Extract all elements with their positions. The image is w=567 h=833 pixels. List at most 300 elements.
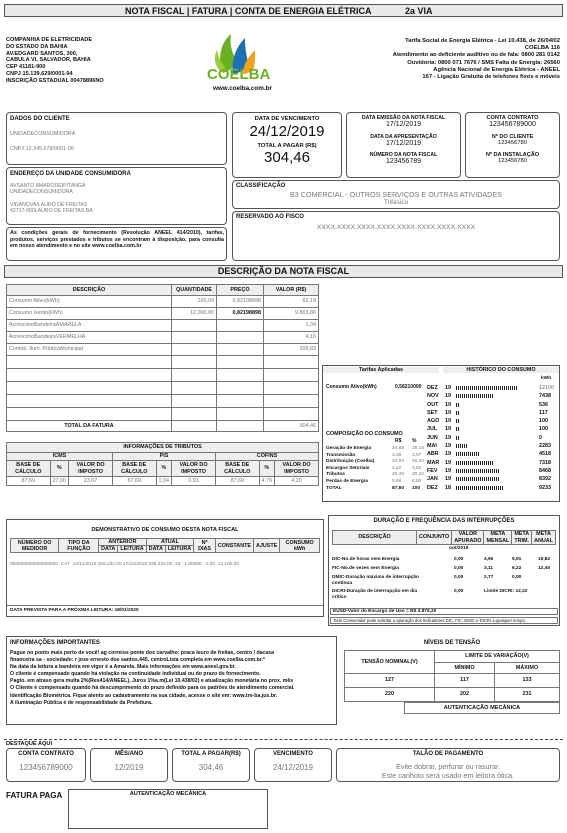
tax-title: INFORMAÇÕES DE TRIBUTOS	[7, 443, 319, 453]
next-reading: DATA PREVISTA PARA A PRÓXIMA LEITURA: 18/01/2020	[10, 608, 139, 613]
dicri-limit: Limite DICRI: 12,22	[484, 589, 528, 594]
history-year: 19	[445, 393, 451, 400]
history-month: SET	[427, 409, 438, 416]
history-value: 536	[539, 401, 548, 408]
statement-subheader: LEITURA	[165, 546, 193, 553]
important-line: Na data da leitura a bandeira em vigor é a Amarela. Mais informações em www.aneel.gov.br.	[10, 664, 236, 671]
item-value: 82,19	[264, 296, 319, 308]
min-voltage: 117	[435, 674, 495, 688]
table-row	[332, 589, 558, 603]
interruptions-footnote: Todo Consumidor pode solicitar a apuração dos Indicadores DIC, FIC, DMIC e DICRI a qualquer tempo.	[330, 617, 558, 624]
composition-rs: 5,69	[392, 478, 402, 484]
tax-sub: %	[259, 461, 275, 477]
history-row	[427, 384, 559, 392]
composition-rs: 4,22	[392, 465, 402, 471]
presentation-label: DATA DA APRESENTAÇÃO	[370, 134, 437, 140]
current-reading: 338.332,00	[148, 562, 173, 567]
item-value: 4,16	[264, 332, 319, 344]
history-year: 19	[445, 409, 451, 416]
voltage-table	[344, 650, 560, 702]
items-table	[6, 284, 319, 432]
composition-item: Perdas de Energia	[326, 478, 368, 484]
history-year: 19	[445, 467, 451, 474]
col-header: QUANTIDADE	[172, 285, 217, 296]
history-value: 2283	[539, 443, 551, 450]
history-month: MAI	[427, 443, 437, 450]
interruption-desc: DMIC-Duração máxima de interrupção contínua	[332, 575, 419, 587]
header-bar	[4, 4, 563, 17]
history-month: AGO	[427, 418, 440, 425]
tax-value: 23,67	[69, 477, 113, 486]
tax-value: 87,69	[215, 477, 259, 486]
tax-sub: VALOR DO IMPOSTO	[69, 461, 113, 477]
table-row	[7, 344, 319, 356]
company-line: AV.EDGARD SANTOS, 300,	[6, 50, 78, 57]
stub-contract-label: CONTA CONTRATO	[18, 751, 74, 757]
nf-label: NÚMERO DA NOTA FISCAL	[369, 152, 438, 158]
item-qty: 100,00	[172, 296, 217, 308]
interruption-quarterly: 6,22	[512, 566, 522, 571]
statement-title: DEMONSTRATIVO DE CONSUMO DESTA NOTA FISCAL	[91, 527, 239, 533]
voltage-auth-label: AUTENTICAÇÃO MECÂNICA	[404, 702, 560, 714]
stub-contract-value: 123456789000	[19, 763, 73, 772]
item-value: 1,34	[264, 320, 319, 332]
history-row	[427, 425, 559, 433]
stub-total-box	[172, 748, 250, 782]
item-qty	[172, 320, 217, 332]
company-line: CEP 41181-900	[6, 64, 46, 71]
history-value: 0	[539, 434, 542, 441]
address-line: VIDANOVA/LAURO DE FREITAS	[10, 201, 88, 208]
history-month: JUN	[427, 434, 438, 441]
limit-label: LIMITE DE VARIAÇÃO(V)	[435, 651, 560, 663]
interruption-quarterly: 0,00	[512, 575, 522, 580]
table-row	[7, 332, 319, 344]
classification-box	[232, 180, 560, 209]
item-desc: Contrib. Ilum. PúblicaMunicipal	[7, 344, 172, 356]
composition-rs: 24,68	[392, 446, 405, 451]
history-unit: kWh	[541, 376, 552, 381]
item-qty	[172, 344, 217, 356]
history-value: 9233	[539, 484, 551, 491]
items-table-grid	[6, 284, 319, 432]
description-title: DESCRIÇÃO DA NOTA FISCAL	[4, 265, 563, 278]
col-header: VALOR (R$)	[264, 285, 319, 296]
tariffs-title: Tarifas Aplicadas	[323, 367, 439, 373]
important-line: A iluminação Pública é de responsabilidade da Prefeitura.	[10, 699, 153, 706]
nominal-voltage: 220	[345, 688, 435, 702]
table-row	[332, 557, 558, 566]
contract-box	[465, 112, 560, 178]
composition-pct: 4,82	[412, 465, 422, 471]
statement-header: AJUSTE	[253, 539, 279, 553]
contract-label: CONTA CONTRATO	[486, 115, 539, 121]
emission-label: DATA EMISSÃO DA NOTA FISCAL	[361, 115, 446, 121]
item-qty: 12.000,00	[172, 308, 217, 320]
table-row	[7, 320, 319, 332]
history-row	[427, 409, 559, 417]
item-value: 9.863,86	[264, 308, 319, 320]
history-row	[427, 475, 559, 483]
item-price: 0,82198898	[217, 308, 264, 320]
info-line: Ouvidoria: 0800 071 7676 / SMS Falta de Energia: 26560	[407, 59, 560, 66]
tax-value: 1,04	[156, 477, 172, 486]
tax-value: 4,20	[275, 477, 319, 486]
tax-value: 27,00	[50, 477, 69, 486]
max-label: MÁXIMO	[494, 663, 559, 674]
history-month: NOV	[427, 393, 439, 400]
min-label: MÍNIMO	[435, 663, 495, 674]
composition-col-pct: %	[412, 438, 417, 444]
interruption-annual: 19,82	[538, 557, 551, 562]
paid-invoice-label: FATURA PAGA	[6, 791, 63, 800]
interruptions-col: DESCRIÇÃO	[333, 531, 417, 545]
history-row	[427, 467, 559, 475]
interruption-desc: DICRI-Duração de interrupção em dia crítico	[332, 589, 418, 601]
consumption-kwh: 12.100,00	[217, 562, 240, 567]
statement-header: Nº DIAS	[194, 539, 216, 553]
coelba-logo	[193, 28, 283, 98]
interruptions-col: META TRIM.	[512, 531, 532, 545]
item-price	[217, 344, 264, 356]
composition-item: Tributos	[326, 472, 345, 478]
voltage-title: NÍVEIS DE TENSÃO	[423, 640, 481, 646]
item-qty	[172, 332, 217, 344]
history-month: JAN	[427, 476, 438, 483]
presentation-date: 17/12/2019	[385, 140, 422, 147]
composition-rs: 87,60	[392, 485, 405, 491]
stub-contract-box	[6, 748, 86, 782]
dates-box	[346, 112, 461, 178]
payment-slip-note1: Evite dobrar, perfurar ou rasurar.	[396, 762, 500, 771]
interruption-value: 0,00	[454, 589, 464, 594]
interruption-monthly: 3,11	[484, 566, 494, 571]
history-row	[427, 392, 559, 400]
history-bar	[456, 403, 459, 407]
history-value: 12100	[539, 385, 554, 391]
composition-title: COMPOSIÇÃO DO CONSUMO	[326, 431, 403, 437]
composition-item: TOTAL	[326, 485, 342, 491]
client-no-label: Nº DO CLIENTE	[491, 134, 534, 140]
history-value: 8392	[539, 476, 551, 483]
stub-month-box	[90, 748, 168, 782]
composition-row	[326, 459, 438, 466]
composition-col-rs: R$	[395, 438, 402, 444]
statement-row	[10, 562, 322, 567]
meter-number: 000000000000000000	[10, 562, 59, 567]
conditions-text: As condições gerais de fornecimento (Resolução ANEEL 414/2010), tarifas, produtos, serviços prestados e tributos se encontram à disposição, para consulta em nosso atendimento e no site www.coelba.com.br	[10, 230, 224, 249]
tax-group-pis: PIS	[112, 453, 215, 461]
composition-pct: 3,97	[412, 452, 422, 458]
interruption-monthly: 4,95	[484, 557, 494, 562]
install-label: Nº DA INSTALAÇÃO	[485, 152, 540, 158]
history-bar	[456, 386, 518, 390]
client-box	[6, 112, 227, 165]
payment-slip-note2: Este canhoto será usado em leitora ótica.	[381, 771, 515, 780]
info-line: Atendimento ao deficiente auditivo ou de fala: 0800 281 0142	[392, 52, 560, 59]
constant: 1,00000	[184, 562, 202, 567]
tax-sub: VALOR DO IMPOSTO	[275, 461, 319, 477]
item-desc: AcréscimoBandeiraAMARELA	[7, 320, 172, 332]
min-voltage: 202	[435, 688, 495, 702]
tax-sub: VALOR DO IMPOSTO	[172, 461, 216, 477]
item-desc: Consumo Ativo(kWh)	[7, 296, 172, 308]
composition-pct: 26,34	[412, 459, 425, 465]
important-line: Pague no ponto mais perto de você! ag correios ponte dos carvalho: praca leuro de freitas, centro / dacasa	[10, 650, 275, 656]
phase-type: Trifásico	[383, 199, 409, 206]
history-year: 19	[445, 418, 451, 425]
history-row	[427, 442, 559, 450]
max-voltage: 133	[494, 674, 559, 688]
history-bar	[456, 461, 493, 465]
adjustment: 0,00	[205, 562, 216, 567]
history-bar	[456, 444, 468, 448]
history-year: 19	[445, 459, 451, 466]
important-info-box	[6, 636, 337, 725]
address-line: AVSANTO AMARODEIPITANGA	[10, 183, 86, 189]
client-title: DADOS DO CLIENTE	[10, 116, 70, 122]
history-month: MAR	[427, 459, 440, 466]
fisco-box	[232, 211, 560, 261]
statement-subheader: DATA	[146, 546, 165, 553]
interruption-value: 0,00	[454, 575, 464, 580]
statement-header: CONSUMO kWh	[280, 539, 320, 553]
history-month: DEZ	[427, 385, 438, 391]
table-row	[345, 688, 560, 702]
stub-total-value: 304,46	[198, 763, 224, 772]
total-value: 304,46	[264, 149, 310, 166]
previous-date: 14/11/2019	[72, 562, 97, 567]
info-line: 167 - Ligação Gratuita de telefones fixos e móveis	[422, 74, 560, 81]
stub-month-value: 12/2019	[114, 763, 144, 772]
interruption-desc: FIC-No.de vezes sem Energia	[332, 566, 399, 571]
history-year: 18	[445, 484, 451, 491]
tax-value: 87,69	[7, 477, 51, 486]
history-value: 4518	[539, 451, 551, 458]
company-line: COMPANHIA DE ELETRICIDADE	[6, 37, 93, 43]
interruption-quarterly: 9,91	[512, 557, 522, 562]
history-month: JUL	[427, 426, 438, 433]
col-header: DESCRIÇÃO	[7, 285, 172, 296]
composition-item: Geração de Energia	[326, 446, 372, 451]
composition-row	[326, 479, 438, 486]
total-label: TOTAL A PAGAR (R$)	[257, 143, 317, 149]
nominal-voltage: 127	[345, 674, 435, 688]
item-price: 0,82198898	[217, 296, 264, 308]
table-row	[7, 308, 319, 320]
table-row	[7, 296, 319, 308]
table-row	[345, 674, 560, 688]
item-desc: AcréscimoBandeiraVERMELHA	[7, 332, 172, 344]
history-row	[427, 484, 559, 492]
composition-rs: 3,48	[392, 452, 402, 458]
address-line: UNIDADECONSUMIDORA	[10, 189, 73, 196]
history-year: 19	[445, 426, 451, 433]
composition-pct: 6,50	[412, 478, 422, 484]
due-label: DATA DE VENCIMENTO	[254, 116, 320, 122]
interruptions-rows	[332, 557, 558, 603]
tax-value: 87,69	[112, 477, 156, 486]
days: 33	[175, 562, 181, 567]
company-line: DO ESTADO DA BAHIA	[6, 43, 68, 50]
interruptions-col: CONJUNTO	[417, 531, 452, 545]
tax-table	[6, 442, 319, 486]
history-bar	[456, 469, 499, 473]
function-type: CAT	[60, 562, 70, 567]
address-box	[6, 167, 227, 225]
company-line: INSCRIÇÃO ESTADUAL 00478896NO	[6, 77, 104, 84]
install-number: 123456780	[497, 158, 527, 164]
interruptions-title: DURAÇÃO E FREQUÊNCIA DAS INTERRUPÇÕES	[373, 518, 515, 524]
conditions-box	[6, 227, 227, 261]
logo-text: COELBA	[207, 66, 271, 83]
payment-slip-label: TALÃO DE PAGAMENTO	[412, 751, 484, 757]
history-row	[427, 450, 559, 458]
history-value: 7318	[539, 459, 551, 466]
classification-label: CLASSIFICAÇÃO	[236, 183, 286, 189]
info-line: Tarifa Social de Energia Elétrica - Lei 10.438, de 26/04/02	[405, 38, 560, 44]
cut-label: DESTAQUE AQUI	[6, 741, 52, 747]
tax-sub: BASE DE CÁLCULO	[215, 461, 259, 477]
cut-line	[4, 739, 563, 740]
history-month: ABR	[427, 451, 439, 458]
history-title: HISTÓRICO DO CONSUMO	[443, 367, 559, 373]
tax-sub: %	[156, 461, 172, 477]
item-price	[217, 332, 264, 344]
contract-number: 123456789000	[489, 121, 536, 128]
address-title: ENDEREÇO DA UNIDADE CONSUMIDORA	[10, 171, 131, 177]
payment-slip-box	[336, 748, 560, 782]
tax-sub: BASE DE CÁLCULO	[112, 461, 156, 477]
interruption-monthly: 2,77	[484, 575, 494, 580]
nf-number: 123456789	[385, 158, 422, 165]
company-line: CNPJ 15.139.629/0001-94	[6, 70, 73, 77]
important-title: INFORMAÇÕES IMPORTANTES	[10, 640, 100, 646]
tax-group-cofins: COFINS	[215, 453, 318, 461]
composition-rows	[326, 446, 438, 492]
history-month: OUT	[427, 401, 439, 408]
interruptions-period: out/2019	[449, 546, 469, 551]
important-line: financeira sa - sociedade: r jose ernesto dos santos,445, centroLista completa em www.coelba.com.br.*	[10, 657, 265, 664]
history-row	[427, 417, 559, 425]
tax-sub: BASE DE CÁLCULO	[7, 461, 51, 477]
fisco-value: XXXX.XXXX.XXXX.XXXX.XXXX.XXXX.XXXX.XXXX	[316, 224, 476, 231]
history-bar	[456, 427, 459, 431]
important-lines	[10, 650, 334, 707]
history-row	[427, 401, 559, 409]
classification-value: B3 COMERCIAL - OUTROS SERVIÇOS E OUTRAS ATIVIDADES	[290, 190, 502, 199]
composition-pct: 28,15	[412, 446, 425, 451]
important-line: Pagto. em atraso gera multa 2%(Res414/ANEEL), Juros 1%a.m(Lei 10.438/02) e atualização monetária no prox. mês	[10, 678, 294, 685]
history-year: 19	[445, 434, 451, 441]
emission-date: 17/12/2019	[385, 121, 422, 128]
table-row	[332, 566, 558, 575]
composition-row	[326, 446, 438, 453]
history-value: 100	[539, 426, 548, 433]
tariffs-history-box	[322, 365, 560, 502]
history-bar	[456, 436, 459, 440]
history-month: DEZ	[427, 484, 438, 491]
tax-info	[6, 442, 319, 486]
composition-item: Distribuição (Coelba)	[326, 459, 375, 465]
interruptions-col: META MENSAL	[484, 531, 512, 545]
history-bar	[456, 486, 503, 490]
table-row	[332, 575, 558, 589]
statement-subheader: LEITURA	[118, 546, 146, 553]
interruptions-col: META ANUAL	[532, 531, 556, 545]
interruption-value: 0,00	[454, 566, 464, 571]
due-date: 24/12/2019	[249, 123, 325, 140]
composition-row	[326, 486, 438, 493]
item-desc: Consumo Isento(kWh)	[7, 308, 172, 320]
invoice-total-label: TOTAL DA FATURA	[7, 421, 172, 432]
document-title: NOTA FISCAL | FATURA | CONTA DE ENERGIA ELÉTRICA	[125, 6, 372, 16]
company-info	[6, 37, 104, 85]
address-line: 42717-000LAURO DE FREITAS BA	[10, 207, 93, 214]
history-rows	[427, 384, 559, 492]
interruption-value: 0,00	[454, 557, 464, 562]
history-value: 117	[539, 409, 548, 416]
history-month: FEV	[427, 467, 438, 474]
fisco-label: RESERVADO AO FISCO	[236, 214, 304, 220]
composition-item: Encargos Setoriais	[326, 465, 370, 471]
stub-due-value: 24/12/2019	[272, 763, 314, 772]
col-header: PREÇO	[217, 285, 264, 296]
info-line: Agência Nacional de Energia Elétrica - ANEEL	[433, 66, 560, 73]
interruptions-box	[328, 515, 560, 626]
regulatory-info	[330, 38, 560, 81]
statement-subheader: DATA	[99, 546, 118, 553]
invoice-total-value: 304,46	[264, 421, 319, 432]
composition-pct: 30,22	[412, 472, 425, 478]
history-bar	[456, 394, 494, 398]
history-year: 19	[445, 443, 451, 450]
history-value: 8468	[539, 467, 551, 474]
composition-row	[326, 472, 438, 479]
history-row	[427, 459, 559, 467]
important-line: O cliente é compensado quando há violação na continuidade individual ou do prazo de fornecimento.	[10, 671, 261, 678]
tax-value: 4,79	[259, 477, 275, 486]
history-year: 19	[445, 385, 451, 391]
current-date: 17/12/2019	[122, 562, 147, 567]
statement-table	[10, 538, 320, 553]
history-bar	[456, 411, 459, 415]
info-line: COELBA 116	[524, 45, 560, 52]
composition-pct: 100	[412, 485, 421, 491]
composition-rs: 23,04	[392, 459, 405, 465]
history-bar	[456, 452, 479, 456]
interruption-desc: DIC-No.de horas sem Energia	[332, 557, 400, 562]
history-year: 19	[445, 401, 451, 408]
company-website[interactable]: www.coelba.com.br	[213, 85, 272, 92]
eusd-value: EUSD-Valor do Encargo de Uso = R$ 3.876,20	[330, 608, 558, 615]
history-year: 19	[445, 476, 451, 483]
due-box	[232, 112, 342, 178]
important-line: O Cliente é compensado quando há descumprimento do prazo definido para os padrões de atendimento comercial.	[10, 685, 295, 692]
via-label: 2a VIA	[405, 6, 433, 16]
history-bar	[456, 477, 499, 481]
interruptions-header	[332, 530, 556, 545]
interruption-annual: 12,45	[538, 566, 551, 571]
item-value: 209,83	[264, 344, 319, 356]
address-lines	[10, 183, 93, 214]
statement-header: CONSTANTE	[215, 539, 253, 553]
client-name: UNIDADECONSUMIDORA	[10, 131, 76, 137]
total-row	[7, 421, 319, 432]
client-cnpj: CNPJ:12.345.678/0001-00	[10, 146, 74, 152]
tariff-label: Consumo Ativo(kWh)	[326, 384, 377, 390]
important-line: Identificação Biométrica. Fique atento ao cadastramento na sua cidade, acesse o site em: www.tre-ba.jus.br.	[10, 692, 278, 699]
